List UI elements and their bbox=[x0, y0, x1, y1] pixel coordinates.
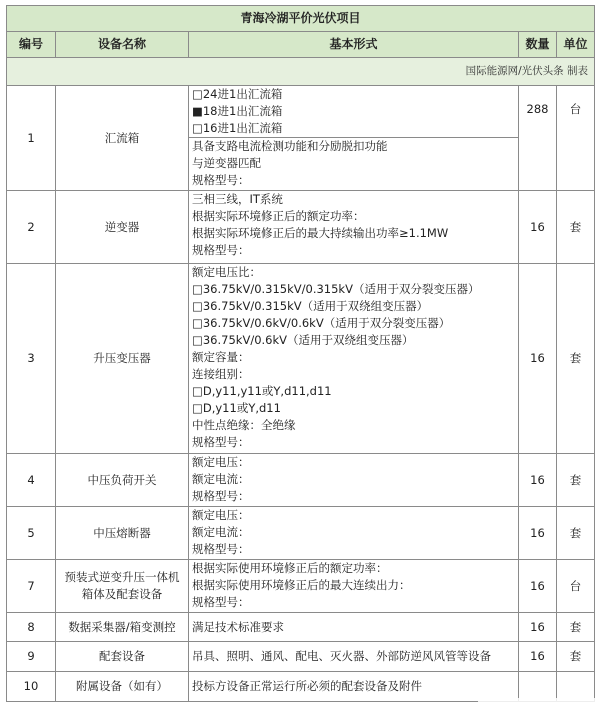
option-line: □16进1出汇流箱 bbox=[192, 121, 283, 135]
header-name: 设备名称 bbox=[56, 32, 189, 58]
spec-line: 根据实际使用环境修正后的额定功率： bbox=[192, 561, 388, 575]
option-line: □24进1出汇流箱 bbox=[192, 87, 283, 101]
row-number: 1 bbox=[7, 86, 56, 191]
table-row bbox=[7, 507, 595, 560]
spec-cell bbox=[189, 454, 519, 507]
row-number: 3 bbox=[7, 264, 56, 454]
source-row bbox=[7, 58, 595, 86]
header-qty: 数量 bbox=[519, 32, 557, 58]
row-number: 2 bbox=[7, 191, 56, 264]
spec-line: □36.75kV/0.6kV（适用于双绕组变压器） bbox=[192, 333, 414, 347]
quantity: 16 bbox=[519, 264, 557, 454]
spec-line: 规格型号： bbox=[192, 435, 250, 449]
row-number: 5 bbox=[7, 507, 56, 560]
equipment-table-container bbox=[6, 5, 594, 702]
device-name: 汇流箱 bbox=[56, 86, 189, 191]
row-number: 9 bbox=[7, 642, 56, 672]
spec-line: 根据实际使用环境修正后的最大连续出力： bbox=[192, 578, 411, 592]
spec-line: 投标方设备正常运行所必须的配套设备及附件 bbox=[192, 679, 422, 693]
unit: 台 bbox=[557, 560, 595, 613]
spec-line: □36.75kV/0.6kV/0.6kV（适用于双分裂变压器） bbox=[192, 316, 451, 330]
spec-line: 额定容量： bbox=[192, 350, 250, 364]
unit: 套 bbox=[557, 454, 595, 507]
unit: 套 bbox=[557, 613, 595, 642]
spec-line: 额定电压： bbox=[192, 455, 250, 469]
table-title: 青海冷湖平价光伏项目 bbox=[7, 6, 595, 32]
spec-cell bbox=[189, 264, 519, 454]
spec-line: 规格型号： bbox=[192, 243, 250, 257]
quantity: 16 bbox=[519, 560, 557, 613]
spec-line: □36.75kV/0.315kV（适用于双绕组变压器） bbox=[192, 299, 429, 313]
spec-cell bbox=[189, 86, 519, 191]
device-name: 逆变器 bbox=[56, 191, 189, 264]
unit: 台 bbox=[557, 86, 595, 191]
table-row bbox=[7, 613, 595, 642]
device-name: 中压熔断器 bbox=[56, 507, 189, 560]
header-spec: 基本形式 bbox=[189, 32, 519, 58]
spec-line: 根据实际环境修正后的最大持续输出功率≥1.1MW bbox=[192, 226, 449, 240]
unit bbox=[557, 672, 595, 702]
spec-line: 规格型号： bbox=[192, 595, 250, 609]
spec-line: 三相三线，IT系统 bbox=[192, 192, 283, 206]
spec-line: 规格型号： bbox=[192, 542, 250, 556]
spec-line: 根据实际环境修正后的额定功率： bbox=[192, 209, 365, 223]
spec-line: 具备支路电流检测功能和分励脱扣功能 bbox=[189, 137, 518, 155]
title-row bbox=[7, 6, 595, 32]
spec-line: □D,y11或Y,d11 bbox=[192, 401, 281, 415]
device-name: 数据采集器/箱变测控 bbox=[56, 613, 189, 642]
spec-line: 中性点绝缘：全绝缘 bbox=[192, 418, 296, 432]
spec-line: 额定电压比： bbox=[192, 265, 261, 279]
quantity bbox=[519, 672, 557, 702]
spec-line: 与逆变器匹配 bbox=[192, 156, 261, 170]
header-unit: 单位 bbox=[557, 32, 595, 58]
device-name-line: 箱体及配套设备 bbox=[81, 587, 163, 601]
table-row bbox=[7, 264, 595, 454]
spec-cell bbox=[189, 642, 519, 672]
row-number: 8 bbox=[7, 613, 56, 642]
spec-line: 额定电流： bbox=[192, 525, 250, 539]
row-number: 4 bbox=[7, 454, 56, 507]
quantity: 288 bbox=[519, 86, 557, 191]
spec-cell bbox=[189, 672, 519, 702]
quantity: 16 bbox=[519, 191, 557, 264]
table-row bbox=[7, 86, 595, 191]
quantity: 16 bbox=[519, 613, 557, 642]
spec-line: 连接组别： bbox=[192, 367, 250, 381]
header-row bbox=[7, 32, 595, 58]
device-name: 附属设备（如有） bbox=[56, 672, 189, 702]
header-no: 编号 bbox=[7, 32, 56, 58]
spec-line: 额定电流： bbox=[192, 472, 250, 486]
unit: 套 bbox=[557, 507, 595, 560]
spec-cell bbox=[189, 560, 519, 613]
device-name: 中压负荷开关 bbox=[56, 454, 189, 507]
table-row bbox=[7, 191, 595, 264]
device-name-line: 预装式逆变升压一体机 bbox=[64, 570, 180, 584]
spec-line: 规格型号： bbox=[192, 489, 250, 503]
spec-cell bbox=[189, 507, 519, 560]
quantity: 16 bbox=[519, 507, 557, 560]
spec-line: □D,y11,y11或Y,d11,d11 bbox=[192, 384, 332, 398]
unit: 套 bbox=[557, 264, 595, 454]
table-row bbox=[7, 672, 595, 702]
spec-line: 吊具、照明、通风、配电、灭火器、外部防逆风风管等设备 bbox=[192, 649, 491, 663]
quantity: 16 bbox=[519, 454, 557, 507]
equipment-table bbox=[6, 5, 595, 702]
table-row bbox=[7, 642, 595, 672]
row-number: 7 bbox=[7, 560, 56, 613]
unit: 套 bbox=[557, 642, 595, 672]
watermark-overlay bbox=[478, 698, 598, 712]
quantity: 16 bbox=[519, 642, 557, 672]
table-row bbox=[7, 454, 595, 507]
device-name bbox=[56, 560, 189, 613]
spec-line: 额定电压： bbox=[192, 508, 250, 522]
spec-line: 满足技术标准要求 bbox=[192, 619, 284, 634]
unit: 套 bbox=[557, 191, 595, 264]
option-line: ■18进1出汇流箱 bbox=[192, 104, 283, 118]
spec-cell bbox=[189, 191, 519, 264]
spec-cell bbox=[189, 613, 519, 642]
device-name: 升压变压器 bbox=[56, 264, 189, 454]
table-row bbox=[7, 560, 595, 613]
spec-line: □36.75kV/0.315kV/0.315kV（适用于双分裂变压器） bbox=[192, 282, 480, 296]
spec-line: 规格型号： bbox=[192, 173, 250, 187]
device-name: 配套设备 bbox=[56, 642, 189, 672]
row-number: 10 bbox=[7, 672, 56, 702]
source-credit: 国际能源网/光伏头条 制表 bbox=[7, 58, 595, 86]
